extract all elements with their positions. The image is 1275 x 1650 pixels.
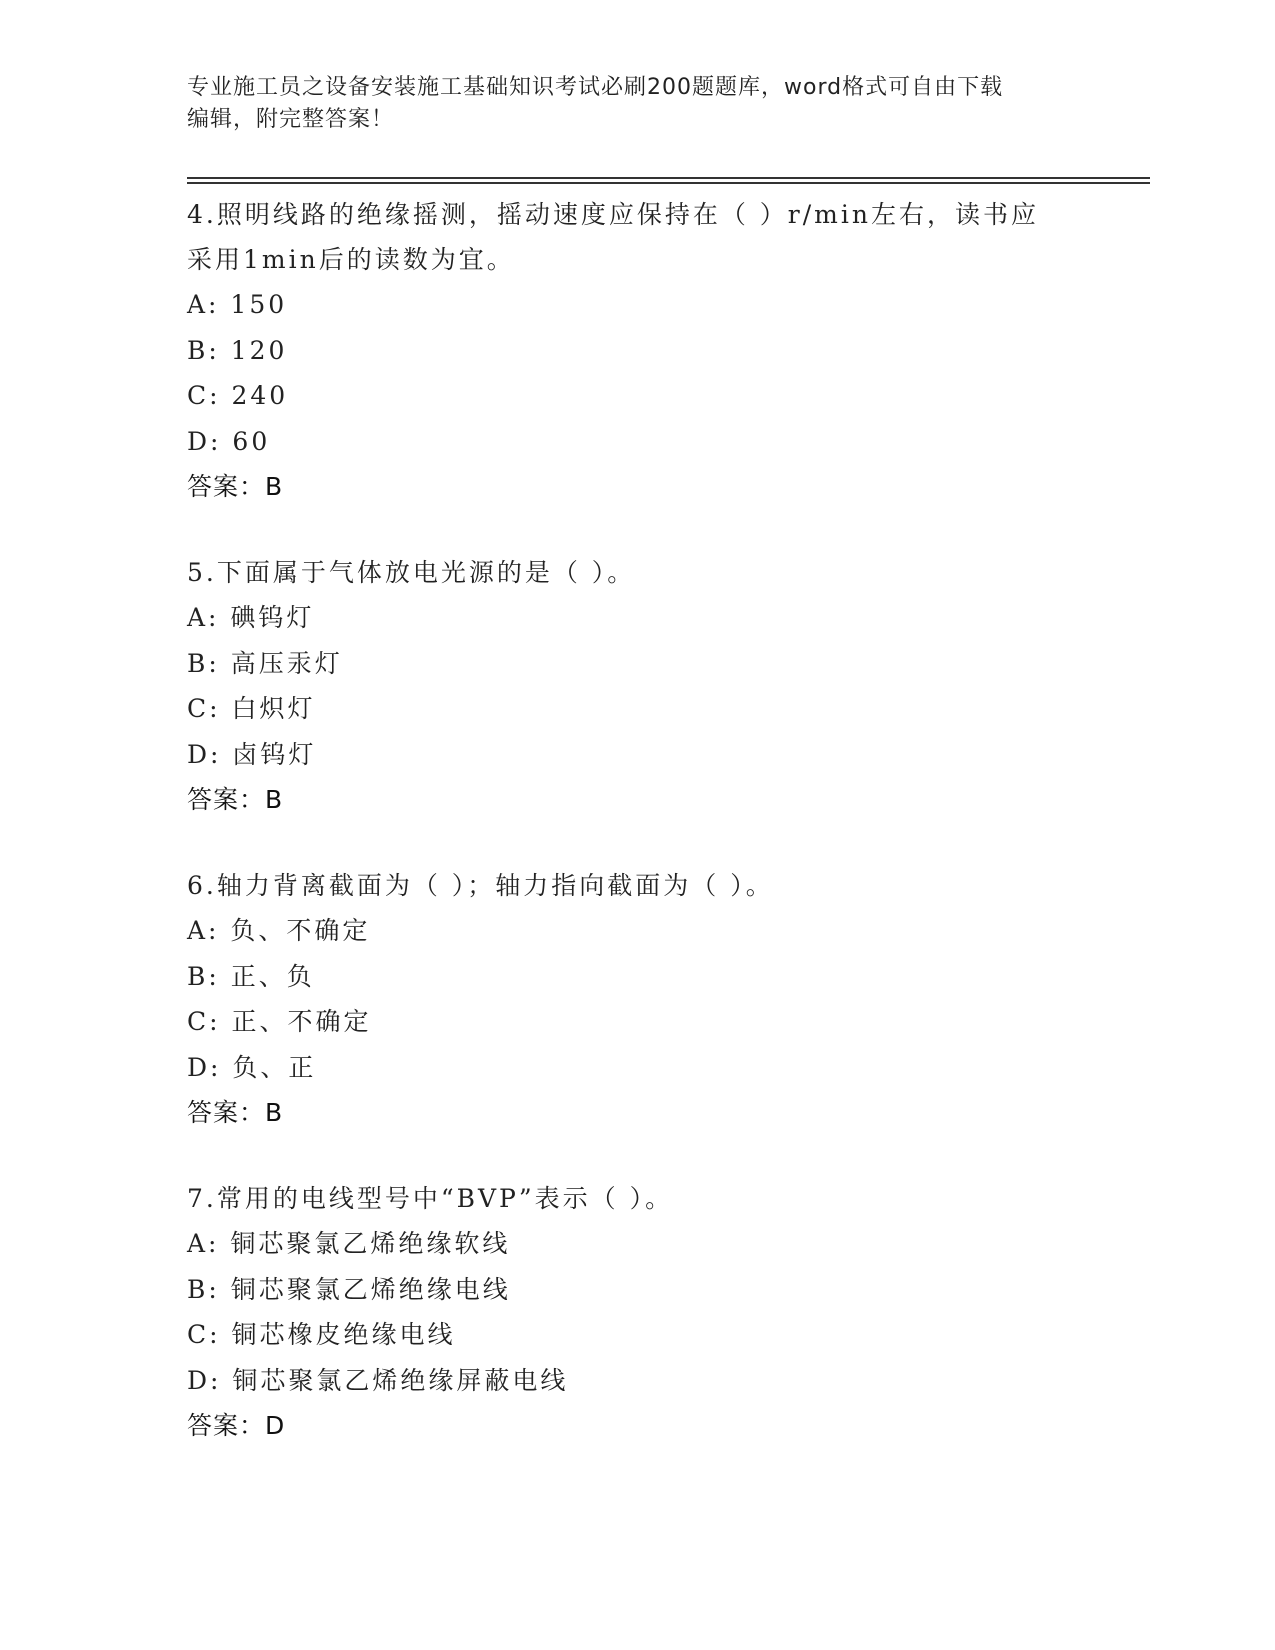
question-list <box>187 192 1087 1489</box>
answer-label: 答案：B <box>187 785 284 814</box>
answer-label: 答案：D <box>187 1411 286 1440</box>
option-c: C: 铜芯橡皮绝缘电线 <box>187 1320 456 1349</box>
option-d: D: 铜芯聚氯乙烯绝缘屏蔽电线 <box>187 1365 569 1395</box>
question-5 <box>187 550 1087 823</box>
header-line-1: 专业施工员之设备安装施工基础知识考试必刷200题题库，word格式可自由下载 <box>187 75 1004 100</box>
question-stem-line: 6.轴力背离截面为（ ）；轴力指向截面为（ ）。 <box>187 871 774 900</box>
option-a: A: 碘钨灯 <box>187 603 315 632</box>
header-divider-bottom <box>187 182 1150 184</box>
option-d: D: 负、正 <box>187 1052 317 1082</box>
header-line-2: 编辑，附完整答案！ <box>187 107 395 132</box>
question-stem-line: 4.照明线路的绝缘摇测，摇动速度应保持在（ ）r/min左右，读书应 <box>187 200 1039 229</box>
option-b: B: 高压汞灯 <box>187 648 343 678</box>
answer-label: 答案：B <box>187 1098 284 1127</box>
option-c: C: 白炽灯 <box>187 694 316 723</box>
question-stem-line: 7.常用的电线型号中“BVP”表示（ ）。 <box>187 1184 674 1213</box>
answer-label: 答案：B <box>187 472 284 501</box>
question-6 <box>187 863 1087 1136</box>
option-a: A: 铜芯聚氯乙烯绝缘软线 <box>187 1229 511 1258</box>
option-a: A: 150 <box>187 290 288 319</box>
question-7 <box>187 1176 1087 1449</box>
option-d: D: 卤钨灯 <box>187 739 317 769</box>
option-b: B: 120 <box>187 335 288 365</box>
option-c: C: 240 <box>187 381 289 410</box>
option-c: C: 正、不确定 <box>187 1007 372 1036</box>
option-b: B: 正、负 <box>187 961 315 991</box>
option-a: A: 负、不确定 <box>187 916 371 945</box>
option-b: B: 铜芯聚氯乙烯绝缘电线 <box>187 1274 511 1304</box>
header-divider-top <box>187 177 1150 179</box>
question-stem-line: 采用1min后的读数为宜。 <box>187 245 515 274</box>
question-4 <box>187 192 1087 510</box>
question-stem-line: 5.下面属于气体放电光源的是（ ）。 <box>187 558 636 587</box>
option-d: D: 60 <box>187 426 271 456</box>
document-header <box>187 72 1067 136</box>
